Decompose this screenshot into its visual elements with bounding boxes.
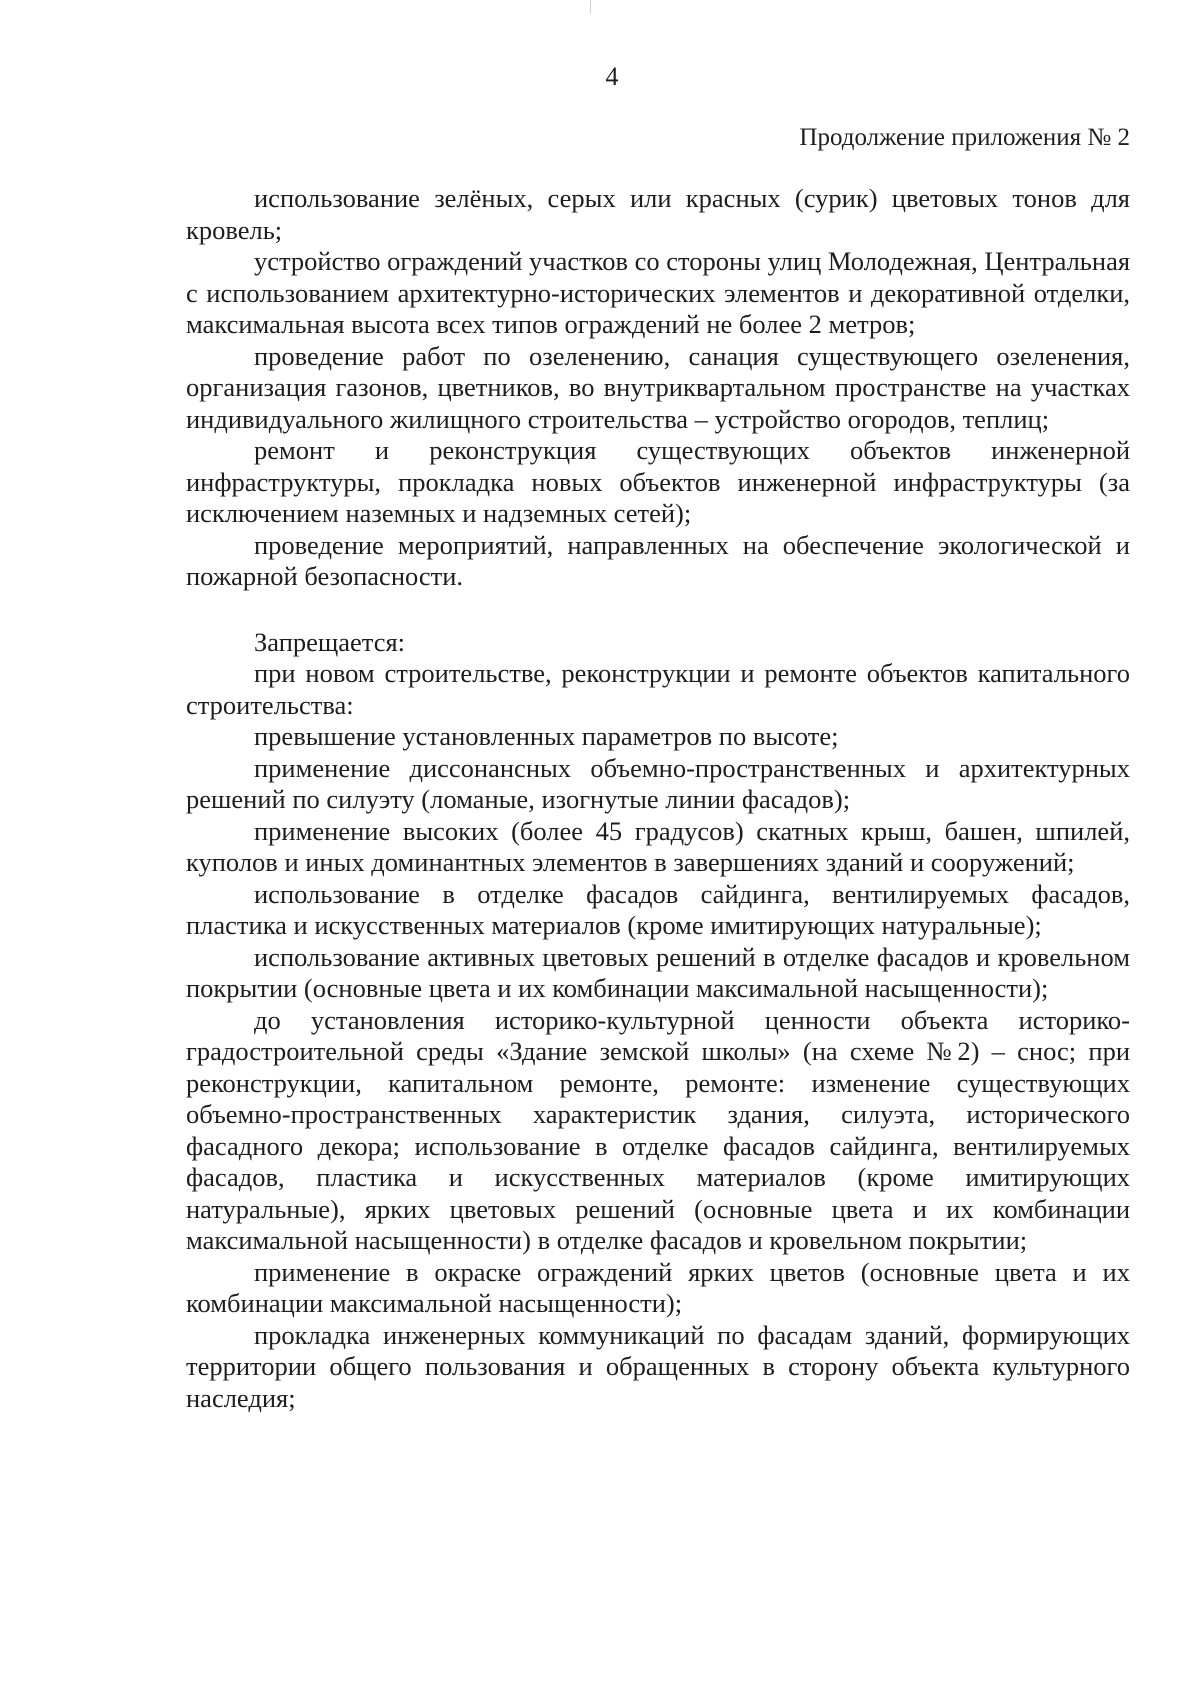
- document-body: [186, 183, 1130, 1414]
- appendix-continuation-note: Продолжение приложения № 2: [799, 124, 1130, 151]
- page-number: 4: [605, 62, 619, 91]
- paragraph: применение в окраске ограждений ярких цветов (основные цвета и их комбинации максимальной насыщенности);: [186, 1256, 1130, 1318]
- paragraph: применение диссонансных объемно-пространственных и архитектурных решений по силуэту (ломаные, изогнутые линии фасадов);: [186, 752, 1130, 814]
- prohibited-heading: Запрещается:: [254, 626, 406, 657]
- paragraph: применение высоких (более 45 градусов) скатных крыш, башен, шпилей, куполов и иных доминантных элементов в завершениях зданий и сооружений;: [186, 815, 1130, 877]
- paragraph: проведение мероприятий, направленных на обеспечение экологической и пожарной безопасности.: [186, 529, 1130, 591]
- paragraph: превышение установленных параметров по высоте;: [254, 721, 839, 751]
- paragraph: использование зелёных, серых или красных (сурик) цветовых тонов для кровель;: [186, 183, 1130, 245]
- paragraph: использование в отделке фасадов сайдинга, вентилируемых фасадов, пластика и искусственных материалов (кроме имитирующих натуральные);: [186, 878, 1130, 940]
- paragraph: проведение работ по озеленению, санация существующего озеленения, организация газонов, цветников, во внутриквартальном пространстве на участках индивидуального жилищного строительства – устройство огородов, теплиц;: [186, 340, 1130, 434]
- scan-artifact: [590, 0, 591, 14]
- paragraph: устройство ограждений участков со стороны улиц Молодежная, Центральная с использованием архитектурно-исторических элементов и декоративной отделки, максимальная высота всех типов ограждений не более 2 метров;: [186, 246, 1131, 339]
- paragraph: использование активных цветовых решений в отделке фасадов и кровельном покрытии (основные цвета и их комбинации максимальной насыщенности);: [186, 941, 1130, 1003]
- paragraph: прокладка инженерных коммуникаций по фасадам зданий, формирующих территории общего пользования и обращенных в сторону объекта культурного наследия;: [186, 1319, 1130, 1413]
- paragraph: ремонт и реконструкция существующих объектов инженерной инфраструктуры, прокладка новых объектов инженерной инфраструктуры (за исключением наземных и надземных сетей);: [186, 435, 1130, 528]
- paragraph: до установления историко-культурной ценности объекта историко-градостроительной среды «Здание земской школы» (на схеме №2) – снос; при реконструкции, капитальном ремонте, ремонте: изменение существующих объемно-пространственных характеристик здания, силуэта, исторического фасадного декора; использование в отделке фасадов сайдинга, вентилируемых фасадов, пластика и искусственных материалов (кроме имитирующих натуральные), ярких цветовых решений (основные цвета и их комбинации максимальной насыщенности) в отделке фасадов и кровельном покрытии;: [186, 1004, 1130, 1255]
- paragraph: при новом строительстве, реконструкции и ремонте объектов капитального строительства:: [186, 658, 1130, 720]
